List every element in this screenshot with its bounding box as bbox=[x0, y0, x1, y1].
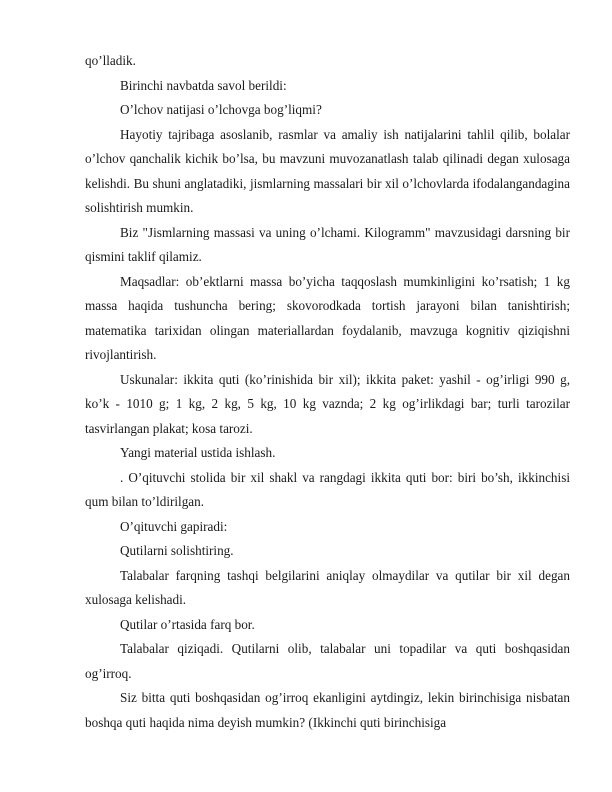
paragraph: . O’qituvchi stolida bir xil shakl va rangdagi ikkita quti bor: biri bo’sh, ikkinchisi qum bilan to’ldirilgan. bbox=[85, 469, 570, 509]
paragraph: Qutilar o’rtasida farq bor. bbox=[120, 616, 255, 632]
paragraph: O’lchov natijasi o’lchovga bog’liqmi? bbox=[120, 102, 322, 117]
paragraph: Talabalar farqning tashqi belgilarini aniqlay olmaydilar va qutilar bir xil degan xulosaga kelishadi. bbox=[85, 567, 570, 607]
paragraph-continuation: qo’lladik. bbox=[85, 53, 136, 68]
paragraph-goals: Maqsadlar: ob’ektlarni massa bo’yicha taqqoslash mumkinligini ko’rsatish; 1 kg massa haqida tushuncha bering; skovorodkada tortish jarayoni bilan tanishtirish; matematika tarixidan olingan materiallardan foydalanib, mavzuga kognitiv qiziqishni rivojlantirish. bbox=[85, 273, 570, 362]
paragraph: Yangi material ustida ishlash. bbox=[120, 445, 276, 460]
paragraph: Siz bitta quti boshqasidan og’irroq ekanligini aytdingiz, lekin birinchisiga nisbatan boshqa quti haqida nima deyish mumkin? (Ikkinchi quti birinchisiga bbox=[85, 690, 570, 730]
paragraph: Hayotiy tajribaga asoslanib, rasmlar va amaliy ish natijalarini tahlil qilib, bolalar o’lchov qanchalik kichik bo’lsa, bu mavzuni muvozanatlash talab qilinadi degan xulosaga kelishdi. Bu shuni anglatadiki, jismlarning massalari bir xil o’lchovlarda ifodalangandagina solishtirish mumkin. bbox=[85, 126, 570, 215]
paragraph: Qutilarni solishtiring. bbox=[120, 543, 234, 558]
paragraph: Talabalar qiziqadi. Qutilarni olib, talabalar uni topadilar va quti boshqasidan og’irroq. bbox=[85, 641, 570, 681]
paragraph: Birinchi navbatda savol berildi: bbox=[120, 77, 287, 93]
paragraph: O’qituvchi gapiradi: bbox=[120, 518, 228, 534]
paragraph: Biz "Jismlarning massasi va uning o’lchami. Kilogramm" mavzusidagi darsning bir qismini taklif qilamiz. bbox=[85, 224, 570, 264]
paragraph-equipment: Uskunalar: ikkita quti (ko’rinishida bir xil); ikkita paket: yashil - og’irligi 990 g, ko’k - 1010 g; 1 kg, 2 kg, 5 kg, 10 kg vaznda; 2 kg og’irlikdagi bar; turli tarozilar tasvirlangan plakat; kosa tarozi. bbox=[85, 371, 570, 436]
